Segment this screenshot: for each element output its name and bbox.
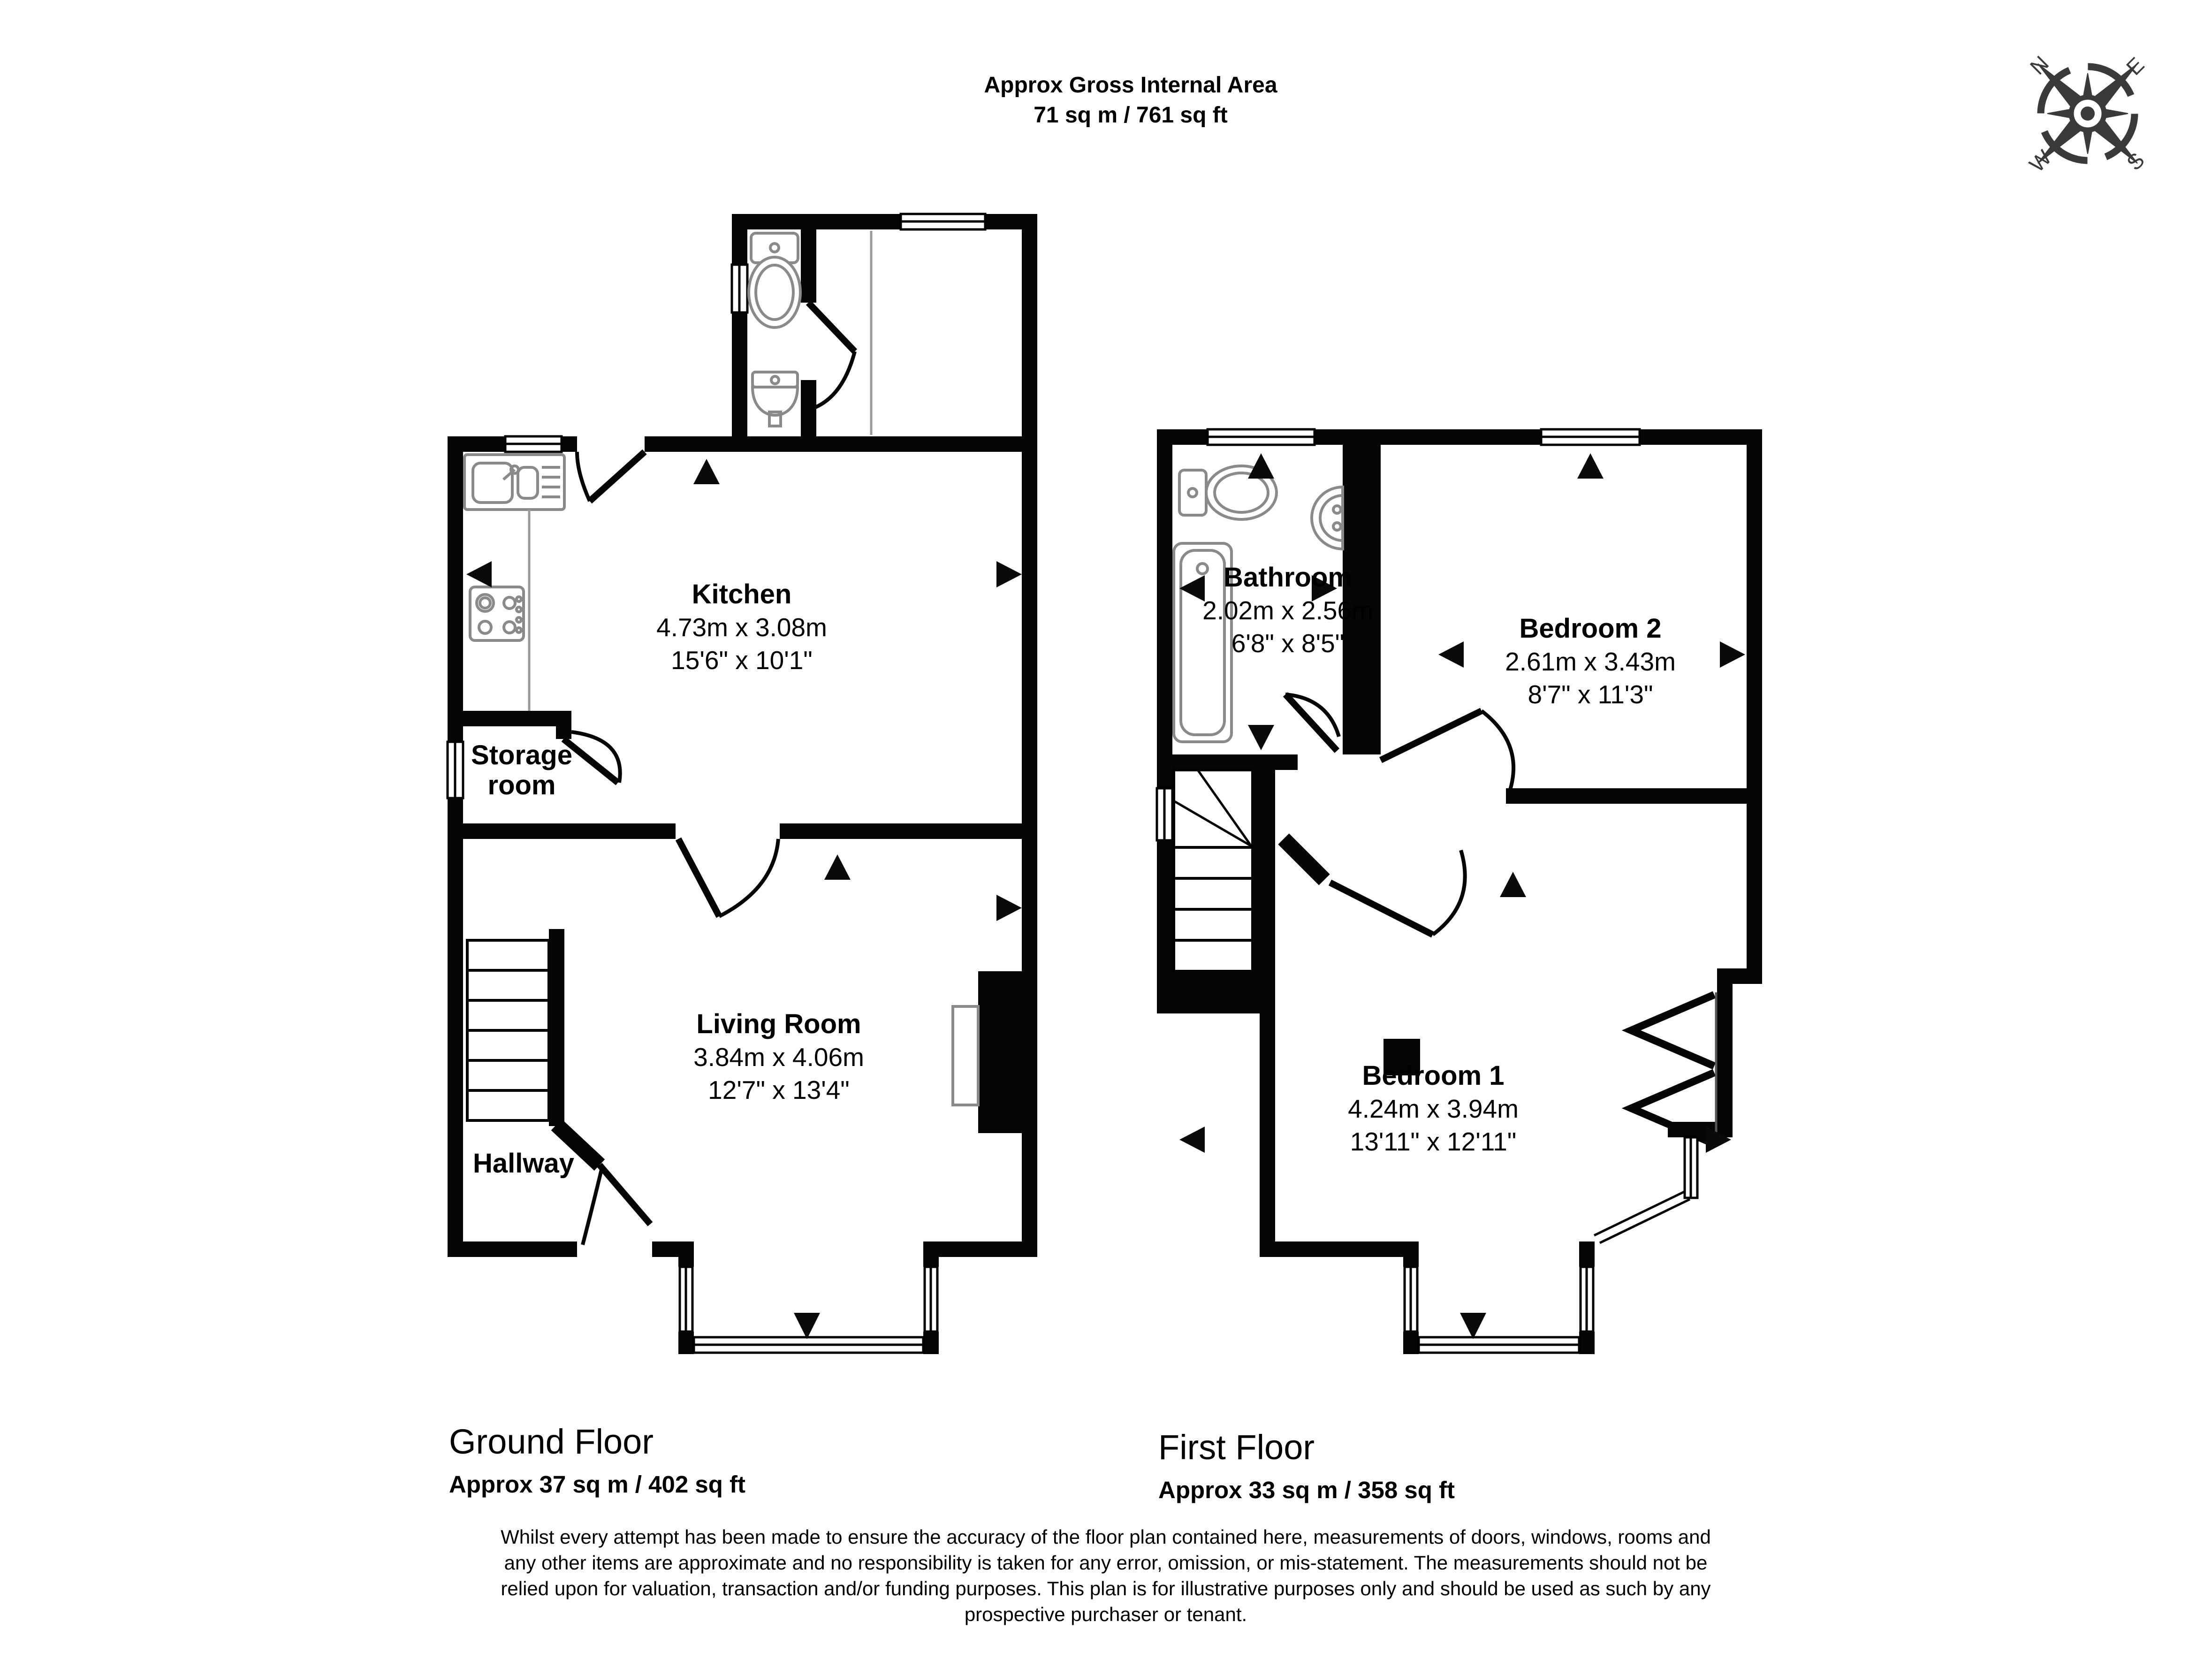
- dimension-arrow-right: [1720, 641, 1745, 668]
- ground-floor-area: Approx 37 sq m / 402 sq ft: [449, 1471, 746, 1498]
- room-label-hallway: Hallway: [473, 1148, 574, 1179]
- disclaimer: Whilst every attempt has been made to ensure the accuracy of the floor plan contained here, measurements of doors, windows, rooms and any other items are approximate and no responsibility is taken for any error, omission, or mis-statement. The measurements should not be relied upon for valuation, transaction and/or funding purposes. This plan is for illustrative purposes only and should be used as such by any prospective purchaser or tenant.: [501, 1526, 1711, 1625]
- living-room-door: [678, 839, 778, 916]
- bathroom-door: [1285, 694, 1339, 751]
- dimension-arrow-up: [1577, 453, 1604, 479]
- first-floor-caption: [1158, 1427, 1455, 1504]
- kitchen-window: [505, 436, 562, 452]
- first-floor-stairs: [1174, 770, 1253, 971]
- kitchen-sink-icon: [464, 455, 564, 510]
- ground-floor-caption: [449, 1422, 745, 1499]
- gross-area-title: Approx Gross Internal Area: [984, 73, 1277, 98]
- compass-icon: [1976, 4, 2197, 224]
- room-label-living-room: Living Room 3.84m x 4.06m 12'7" x 13'4": [693, 1009, 864, 1104]
- ground-floor-title: Ground Floor: [449, 1422, 654, 1461]
- dimension-arrow-right: [996, 895, 1022, 921]
- dimension-arrow-left: [466, 561, 492, 587]
- dimension-arrow-left: [1438, 641, 1464, 668]
- dimension-arrow-left: [1179, 1127, 1205, 1153]
- bathroom-window: [1208, 429, 1315, 445]
- bedroom2-window: [1541, 429, 1640, 445]
- bathroom-basin-icon: [1312, 487, 1343, 549]
- living-chimney-breast: [978, 971, 1022, 1133]
- wc-window: [732, 265, 747, 312]
- fireplace-icon: [953, 1006, 978, 1105]
- bedroom1-bay-window: [1403, 1241, 1595, 1354]
- wc-toilet-icon: [749, 233, 800, 328]
- bedroom1-side-window: [1594, 1137, 1697, 1243]
- page-title: [984, 70, 1277, 130]
- landing-window: [1157, 788, 1172, 840]
- kitchen-rear-door: [577, 452, 645, 501]
- ground-stairs: [467, 940, 549, 1120]
- compass-n: N: [2025, 51, 2053, 79]
- gross-area-value: 71 sq m / 761 sq ft: [1034, 103, 1228, 128]
- dimension-arrow-up: [693, 459, 720, 484]
- dimension-arrow-up: [824, 854, 851, 880]
- bedroom2-door: [1381, 711, 1513, 790]
- bedroom1-door: [1330, 850, 1465, 935]
- room-label-storage-room: Storage room: [471, 740, 572, 800]
- compass-e: E: [2121, 52, 2149, 80]
- living-bay-window: [678, 1241, 939, 1354]
- dimension-arrow-down: [794, 1313, 820, 1339]
- compass-s: S: [2121, 147, 2150, 175]
- wc-basin-icon: [753, 372, 798, 426]
- compass-w: W: [2024, 145, 2056, 177]
- first-floor-title: First Floor: [1158, 1428, 1315, 1467]
- room-label-kitchen: Kitchen 4.73m x 3.08m 15'6" x 10'1": [656, 579, 827, 675]
- dimension-arrow-down: [1460, 1313, 1486, 1339]
- front-door: [583, 1165, 650, 1245]
- dimension-arrow-up: [1500, 872, 1526, 897]
- dimension-arrow-right: [996, 561, 1022, 587]
- room-label-bedroom-2: Bedroom 2 2.61m x 3.43m 8'7" x 11'3": [1505, 613, 1676, 709]
- porch-window: [901, 214, 985, 229]
- first-floor-area: Approx 33 sq m / 358 sq ft: [1158, 1477, 1455, 1503]
- kitchen-hob-icon: [470, 587, 524, 640]
- room-label-bedroom-1: Bedroom 1 4.24m x 3.94m 13'11" x 12'11": [1348, 1060, 1519, 1156]
- room-label-bathroom: Bathroom 2.02m x 2.56m 6'8" x 8'5": [1202, 562, 1373, 658]
- dimension-arrow-down: [1248, 725, 1274, 750]
- landing-angled-wall: [1284, 839, 1324, 880]
